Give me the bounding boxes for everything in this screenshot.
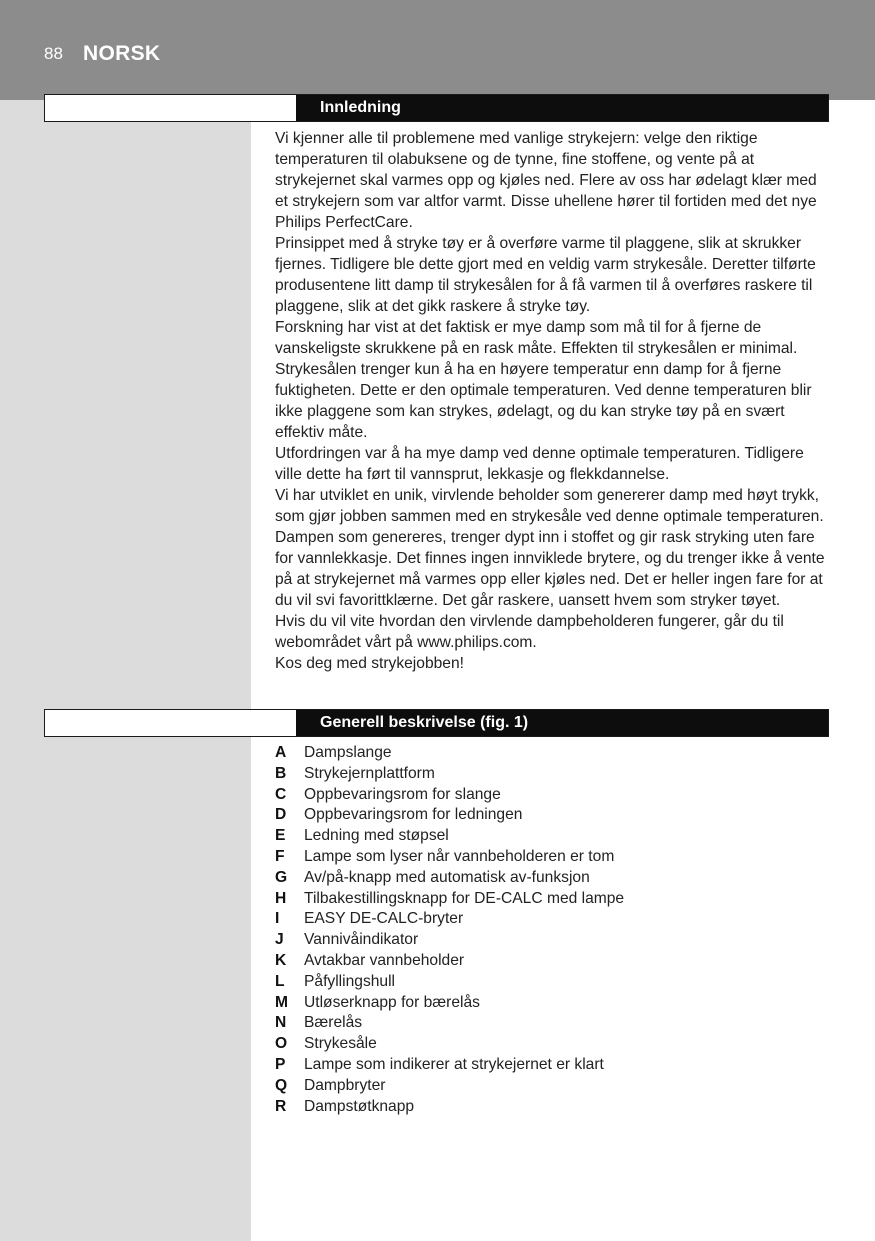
part-letter: E [275, 827, 286, 845]
part-label: Strykesåle [304, 1035, 377, 1053]
part-letter: B [275, 764, 287, 782]
section-bar-general [44, 709, 829, 737]
part-item [275, 1076, 831, 1097]
part-letter: R [275, 1097, 287, 1115]
part-label: Bærelås [304, 1014, 363, 1032]
section-bar-intro [44, 94, 829, 122]
part-letter: N [275, 1014, 287, 1032]
part-item [275, 951, 831, 972]
part-label: Ledning med støpsel [304, 827, 449, 845]
part-item [275, 972, 831, 993]
part-item [275, 1013, 831, 1034]
part-letter: C [275, 785, 287, 803]
intro-paragraph: Hvis du vil vite hvordan den virvlende dampbeholderen fungerer, går du til webområdet vårt på www.philips.com. [275, 613, 784, 651]
part-letter: J [275, 931, 284, 949]
part-item [275, 993, 831, 1014]
part-letter: M [275, 993, 288, 1011]
part-item [275, 1055, 831, 1076]
intro-paragraph: Utfordringen var å ha mye damp ved denne optimale temperaturen. Tidligere ville dette ha ført til vannsprut, lekkasje og flekkdannelse. [275, 445, 804, 483]
part-item [275, 930, 831, 951]
part-item [275, 785, 831, 806]
left-margin-column [0, 100, 251, 1241]
intro-body [275, 128, 831, 674]
part-item [275, 1097, 831, 1118]
intro-paragraph: Vi kjenner alle til problemene med vanlige strykejern: velge den riktige temperaturen til olabuksene og de tynne, fine stoffene, og vente på at strykejernet skal varmes opp og kjøles ned. Flere av oss har ødelagt klær med et strykejern som var altfor varmt. Disse uhellene hører til fortiden med det nye Philips PerfectCare. [275, 130, 817, 231]
part-label: Oppbevaringsrom for slange [304, 785, 501, 803]
part-letter: I [275, 910, 280, 928]
part-letter: K [275, 951, 287, 969]
section-title-general: Generell beskrivelse (fig. 1) [320, 714, 529, 731]
part-label: Utløserknapp for bærelås [304, 993, 480, 1011]
part-label: Strykejernplattform [304, 764, 435, 782]
part-label: Vannivåindikator [304, 931, 419, 949]
part-item [275, 889, 831, 910]
part-label: Påfyllingshull [304, 972, 396, 990]
part-label: Lampe som indikerer at strykejernet er klart [304, 1055, 604, 1073]
part-letter: O [275, 1035, 288, 1053]
part-label: Dampstøtknapp [304, 1097, 415, 1115]
part-letter: L [275, 972, 285, 990]
part-item [275, 868, 831, 889]
part-label: Dampslange [304, 744, 392, 761]
part-item [275, 743, 831, 764]
part-label: Dampbryter [304, 1076, 386, 1094]
part-item [275, 847, 831, 868]
intro-paragraph: Prinsippet med å stryke tøy er å overføre varme til plaggene, slik at skrukker fjernes. Tidligere ble dette gjort med en veldig varm strykesåle. Deretter tilførte produsentene litt damp til strykesålen for å få varmen til å overføres raskere til plaggene, slik at det gikk raskere å stryke tøy. [275, 235, 816, 315]
part-item [275, 1034, 831, 1055]
part-label: EASY DE-CALC-bryter [304, 910, 464, 928]
intro-paragraph: Forskning har vist at det faktisk er mye damp som må til for å fjerne de vanskeligste skrukkene på en rask måte. Effekten til strykesålen er minimal. Strykesålen trenger kun å ha en høyere temperatur enn damp for å fjerne fuktigheten. Dette er den optimale temperaturen. Ved denne temperaturen blir ikke plaggene som kan strykes, ødelagt, og du kan stryke tøy på en svært effektiv måte. [275, 319, 812, 441]
part-label: Tilbakestillingsknapp for DE-CALC med lampe [304, 889, 625, 907]
page-header [0, 0, 875, 100]
part-letter: Q [275, 1076, 288, 1094]
section-title-intro: Innledning [320, 99, 401, 116]
part-label: Oppbevaringsrom for ledningen [304, 806, 523, 824]
parts-list [275, 743, 831, 1117]
part-label: Lampe som lyser når vannbeholderen er tom [304, 847, 615, 865]
page-number: 88 [44, 44, 63, 63]
intro-paragraph: Kos deg med strykejobben! [275, 655, 464, 672]
part-letter: P [275, 1055, 286, 1073]
part-item [275, 909, 831, 930]
part-letter: H [275, 889, 287, 907]
part-letter: G [275, 868, 288, 886]
part-item [275, 805, 831, 826]
part-letter: A [275, 744, 287, 761]
part-item [275, 826, 831, 847]
part-letter: D [275, 806, 287, 824]
part-item [275, 764, 831, 785]
part-label: Av/på-knapp med automatisk av-funksjon [304, 868, 590, 886]
part-letter: F [275, 847, 285, 865]
intro-paragraph: Vi har utviklet en unik, virvlende beholder som genererer damp med høyt trykk, som gjør jobben sammen med en strykesåle ved denne optimale temperaturen. Dampen som genereres, trenger dypt inn i stoffet og gir rask stryking uten fare for vannlekkasje. Det finnes ingen innviklede brytere, og du trenger ikke å vente på at strykejernet må varmes opp eller kjøles ned. Det er heller ingen fare for at du vil svi favorittklærne. Det går raskere, uansett hvem som stryker tøyet. [275, 487, 825, 609]
language-label: NORSK [83, 42, 161, 65]
part-label: Avtakbar vannbeholder [304, 951, 465, 969]
